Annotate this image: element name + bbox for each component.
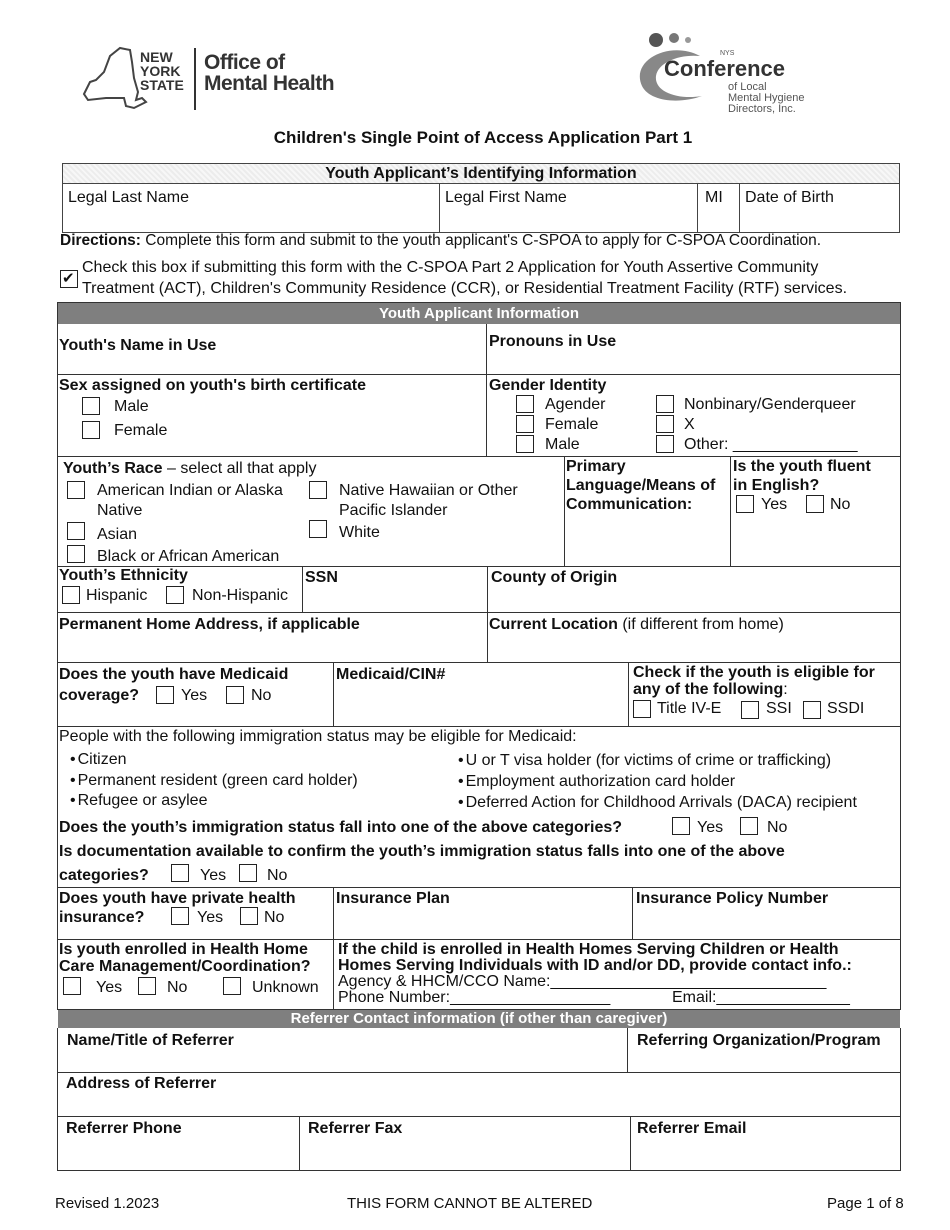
directions-label: Directions: bbox=[60, 232, 141, 249]
gender-female-checkbox[interactable] bbox=[516, 415, 534, 433]
race-aian-label-2: Native bbox=[97, 502, 143, 519]
language-label-2: Language/Means of bbox=[566, 477, 716, 494]
private-ins-no-label: No bbox=[264, 909, 285, 926]
sex-male-checkbox[interactable] bbox=[82, 397, 100, 415]
race-label: Youth’s Race bbox=[63, 460, 163, 477]
medicaid-label-1: Does the youth have Medicaid bbox=[59, 666, 289, 683]
pronouns-label: Pronouns in Use bbox=[489, 333, 617, 350]
imm-bullet-refugee: • Refugee or asylee bbox=[70, 792, 207, 810]
health-home-label-1: Is youth enrolled in Health Home bbox=[59, 941, 308, 958]
race-aian-label-1: American Indian or Alaska bbox=[97, 482, 283, 499]
cin-label: Medicaid/CIN# bbox=[336, 666, 446, 683]
race-asian-label: Asian bbox=[97, 526, 138, 543]
legal-first-name-label: Legal First Name bbox=[445, 189, 567, 206]
page-title: Children's Single Point of Access Application Part 1 bbox=[273, 128, 693, 147]
elig-ssdi-label: SSDI bbox=[827, 700, 865, 717]
omh-title-line1: Office of bbox=[204, 51, 285, 74]
imm-bullet-daca: • Deferred Action for Childhood Arrivals (DACA) recipient bbox=[458, 794, 857, 812]
gender-other-label[interactable]: Other: ______________ bbox=[684, 436, 858, 453]
immigration-intro: People with the following immigration status may be eligible for Medicaid: bbox=[59, 728, 577, 745]
medicaid-yes-label: Yes bbox=[181, 687, 208, 704]
health-home-yes-label: Yes bbox=[96, 979, 123, 996]
sex-female-checkbox[interactable] bbox=[82, 421, 100, 439]
current-location-heading bbox=[489, 616, 784, 634]
conf-title: Conference bbox=[664, 56, 786, 81]
race-white-label: White bbox=[339, 524, 380, 541]
agency-field[interactable]: Agency & HHCM/CCO Name:_______________________________ bbox=[338, 973, 827, 990]
referrer-org-field[interactable] bbox=[628, 1050, 900, 1072]
health-home-no-checkbox[interactable] bbox=[138, 977, 156, 995]
race-black-checkbox[interactable] bbox=[67, 545, 85, 563]
race-white-checkbox[interactable] bbox=[309, 520, 327, 538]
pronouns-field[interactable] bbox=[488, 352, 900, 374]
elig-ssi-label: SSI bbox=[766, 700, 792, 717]
medicaid-yes-checkbox[interactable] bbox=[156, 686, 174, 704]
imm-bullet-permanent: • Permanent resident (green card holder) bbox=[70, 772, 358, 790]
race-black-label: Black or African American bbox=[97, 548, 280, 565]
imm-question-2a: Is documentation available to confirm the youth’s immigration status falls into one of the above bbox=[59, 843, 785, 860]
sex-label: Sex assigned on youth's birth certificate bbox=[59, 377, 366, 394]
private-ins-label-1: Does youth have private health bbox=[59, 890, 296, 907]
health-home-unknown-checkbox[interactable] bbox=[223, 977, 241, 995]
insurance-policy-label: Insurance Policy Number bbox=[636, 890, 829, 907]
imm-question-1: Does the youth’s immigration status fall into one of the above categories? bbox=[59, 819, 623, 836]
identifying-header: Youth Applicant’s Identifying Information bbox=[63, 164, 899, 184]
referrer-email-field[interactable] bbox=[631, 1140, 900, 1171]
insurance-plan-field[interactable] bbox=[334, 910, 632, 939]
conf-small: NYS bbox=[720, 50, 735, 57]
legal-last-name-label: Legal Last Name bbox=[68, 189, 189, 206]
ethnicity-nonhispanic-checkbox[interactable] bbox=[166, 586, 184, 604]
eligible-label-2: any of the following bbox=[633, 681, 784, 698]
conf-sub3: Directors, Inc. bbox=[728, 103, 796, 115]
hhs-label-2: Homes Serving Individuals with ID and/or DD, provide contact info.: bbox=[338, 957, 852, 974]
name-in-use-label: Youth's Name in Use bbox=[59, 337, 217, 354]
imm-question-2b: categories? bbox=[59, 867, 149, 884]
race-nhpi-checkbox[interactable] bbox=[309, 481, 327, 499]
medicaid-no-checkbox[interactable] bbox=[226, 686, 244, 704]
gender-male-label: Male bbox=[545, 436, 580, 453]
legal-first-name-field[interactable] bbox=[440, 208, 697, 232]
imm-bullet-citizen: • Citizen bbox=[70, 751, 127, 769]
ethnicity-label: Youth’s Ethnicity bbox=[59, 567, 188, 584]
private-ins-yes-label: Yes bbox=[197, 909, 224, 926]
fluent-yes-checkbox[interactable] bbox=[736, 495, 754, 513]
health-home-label-2: Care Management/Coordination? bbox=[59, 958, 311, 975]
gender-x-checkbox[interactable] bbox=[656, 415, 674, 433]
fluent-yes-label: Yes bbox=[761, 496, 788, 513]
insurance-policy-field[interactable] bbox=[633, 910, 900, 939]
gender-identity-label: Gender Identity bbox=[489, 377, 607, 394]
language-field[interactable] bbox=[565, 516, 730, 566]
directions-body: Complete this form and submit to the youth applicant's C-SPOA to apply for C-SPOA Coordination. bbox=[140, 232, 822, 249]
mi-field[interactable] bbox=[698, 208, 739, 232]
imm-q1-yes-checkbox[interactable] bbox=[672, 817, 690, 835]
sex-female-label: Female bbox=[114, 422, 168, 439]
footer-revised: Revised 1.2023 bbox=[55, 1195, 160, 1212]
referrer-email-label: Referrer Email bbox=[637, 1120, 747, 1137]
eligible-label-1: Check if the youth is eligible for bbox=[633, 664, 875, 681]
race-aian-checkbox[interactable] bbox=[67, 481, 85, 499]
nys-logo-text: NEW bbox=[140, 49, 173, 65]
dob-label: Date of Birth bbox=[745, 189, 834, 206]
private-ins-label-2: insurance? bbox=[59, 909, 145, 926]
elig-title-ive-checkbox[interactable] bbox=[633, 700, 651, 718]
referrer-phone-label: Referrer Phone bbox=[66, 1120, 182, 1137]
elig-ssdi-checkbox[interactable] bbox=[803, 701, 821, 719]
gender-agender-checkbox[interactable] bbox=[516, 395, 534, 413]
fluent-label-2: in English? bbox=[733, 477, 820, 494]
perm-address-field[interactable] bbox=[58, 636, 487, 662]
directions-text bbox=[60, 232, 821, 250]
conf-sub2: Mental Hygiene bbox=[728, 92, 805, 104]
name-in-use-field[interactable] bbox=[58, 355, 486, 374]
referrer-fax-field[interactable] bbox=[300, 1140, 630, 1171]
ethnicity-hispanic-checkbox[interactable] bbox=[62, 586, 80, 604]
ethnicity-hispanic-label: Hispanic bbox=[86, 587, 148, 604]
language-label-1: Primary bbox=[566, 458, 626, 475]
current-location-label: Current Location bbox=[489, 616, 618, 633]
legal-last-name-field[interactable] bbox=[63, 208, 439, 232]
youth-info-header: Youth Applicant Information bbox=[58, 303, 900, 324]
race-hint: – select all that apply bbox=[162, 460, 317, 477]
dob-field[interactable] bbox=[740, 208, 898, 232]
elig-ssi-checkbox[interactable] bbox=[741, 701, 759, 719]
conf-sub1: of Local bbox=[728, 81, 767, 93]
referrer-fax-label: Referrer Fax bbox=[308, 1120, 403, 1137]
referrer-address-field[interactable] bbox=[58, 1094, 900, 1116]
email-label: Email: bbox=[672, 989, 717, 1006]
gender-male-checkbox[interactable] bbox=[516, 435, 534, 453]
email-field[interactable]: _______________ bbox=[716, 989, 850, 1006]
cin-field[interactable] bbox=[334, 686, 628, 726]
footer-page: Page 1 of 8 bbox=[827, 1195, 904, 1212]
private-ins-yes-checkbox[interactable] bbox=[171, 907, 189, 925]
fluent-no-checkbox[interactable] bbox=[806, 495, 824, 513]
imm-q2-yes-label: Yes bbox=[200, 867, 227, 884]
gender-other-checkbox[interactable] bbox=[656, 435, 674, 453]
omh-title-line2: Mental Health bbox=[204, 72, 335, 95]
imm-q1-no-label: No bbox=[767, 819, 788, 836]
county-field[interactable] bbox=[488, 588, 900, 612]
eligible-label-2-wrap bbox=[633, 681, 788, 699]
imm-bullet-visa: • U or T visa holder (for victims of crime or trafficking) bbox=[458, 752, 831, 770]
new-york-state-map-icon bbox=[76, 42, 148, 114]
race-heading bbox=[63, 460, 316, 478]
gender-nonbinary-label: Nonbinary/Genderqueer bbox=[684, 396, 856, 413]
fluent-label-1: Is the youth fluent bbox=[733, 458, 871, 475]
health-home-no-label: No bbox=[167, 979, 188, 996]
health-home-yes-checkbox[interactable] bbox=[63, 977, 81, 995]
health-home-unknown-label: Unknown bbox=[252, 979, 319, 996]
language-label-3: Communication: bbox=[566, 496, 693, 513]
conference-logo bbox=[630, 30, 830, 120]
nys-omh-logo bbox=[76, 42, 356, 118]
fluent-no-label: No bbox=[830, 496, 851, 513]
elig-title-ive-label: Title IV-E bbox=[657, 700, 722, 717]
imm-bullet-ead: • Employment authorization card holder bbox=[458, 773, 735, 791]
imm-q1-no-checkbox[interactable] bbox=[740, 817, 758, 835]
part2-check-line1: Check this box if submitting this form with the C-SPOA Part 2 Application for Youth Assertive Community bbox=[82, 259, 819, 276]
footer-notice: THIS FORM CANNOT BE ALTERED bbox=[347, 1195, 593, 1212]
imm-q2-no-label: No bbox=[267, 867, 288, 884]
phone-field-wrap bbox=[338, 989, 610, 1007]
imm-q2-yes-checkbox[interactable] bbox=[171, 864, 189, 882]
referrer-header: Referrer Contact information (if other than caregiver) bbox=[58, 1010, 900, 1028]
ssn-field[interactable] bbox=[303, 588, 487, 612]
identifying-info-table bbox=[62, 163, 900, 233]
referrer-phone-field[interactable] bbox=[58, 1140, 299, 1171]
medicaid-label-2: coverage? bbox=[59, 687, 140, 704]
referrer-name-label: Name/Title of Referrer bbox=[67, 1032, 234, 1049]
part2-check-line2: Treatment (ACT), Children's Community Residence (CCR), or Residential Treatment Facility (RTF) services. bbox=[82, 280, 848, 297]
private-ins-no-checkbox[interactable] bbox=[240, 907, 258, 925]
mi-label: MI bbox=[705, 189, 723, 206]
insurance-plan-label: Insurance Plan bbox=[336, 890, 450, 907]
eligible-colon: : bbox=[783, 681, 788, 698]
referrer-name-field[interactable] bbox=[58, 1050, 627, 1072]
ethnicity-nonhispanic-label: Non-Hispanic bbox=[192, 587, 289, 604]
ssn-label: SSN bbox=[305, 569, 338, 586]
nys-logo-text-3: STATE bbox=[140, 77, 184, 93]
gender-female-label: Female bbox=[545, 416, 599, 433]
gender-nonbinary-checkbox[interactable] bbox=[656, 395, 674, 413]
current-location-field[interactable] bbox=[488, 636, 900, 662]
medicaid-no-label: No bbox=[251, 687, 272, 704]
email-field-wrap bbox=[670, 989, 850, 1007]
hhs-label-1: If the child is enrolled in Health Homes Serving Children or Health bbox=[338, 941, 839, 958]
perm-address-label: Permanent Home Address, if applicable bbox=[59, 616, 360, 633]
phone-field[interactable]: __________________ bbox=[450, 989, 611, 1006]
county-label: County of Origin bbox=[491, 569, 618, 586]
nys-logo-text-2: YORK bbox=[140, 63, 181, 79]
imm-q2-no-checkbox[interactable] bbox=[239, 864, 257, 882]
phone-label: Phone Number: bbox=[338, 989, 451, 1006]
referrer-org-label: Referring Organization/Program bbox=[637, 1032, 881, 1049]
current-location-hint: (if different from home) bbox=[617, 616, 784, 633]
gender-agender-label: Agender bbox=[545, 396, 606, 413]
race-nhpi-label-2: Pacific Islander bbox=[339, 502, 448, 519]
part2-checkbox[interactable] bbox=[60, 270, 78, 288]
gender-x-label: X bbox=[684, 416, 695, 433]
race-nhpi-label-1: Native Hawaiian or Other bbox=[339, 482, 518, 499]
race-asian-checkbox[interactable] bbox=[67, 522, 85, 540]
imm-q1-yes-label: Yes bbox=[697, 819, 724, 836]
sex-male-label: Male bbox=[114, 398, 149, 415]
referrer-address-label: Address of Referrer bbox=[66, 1075, 217, 1092]
